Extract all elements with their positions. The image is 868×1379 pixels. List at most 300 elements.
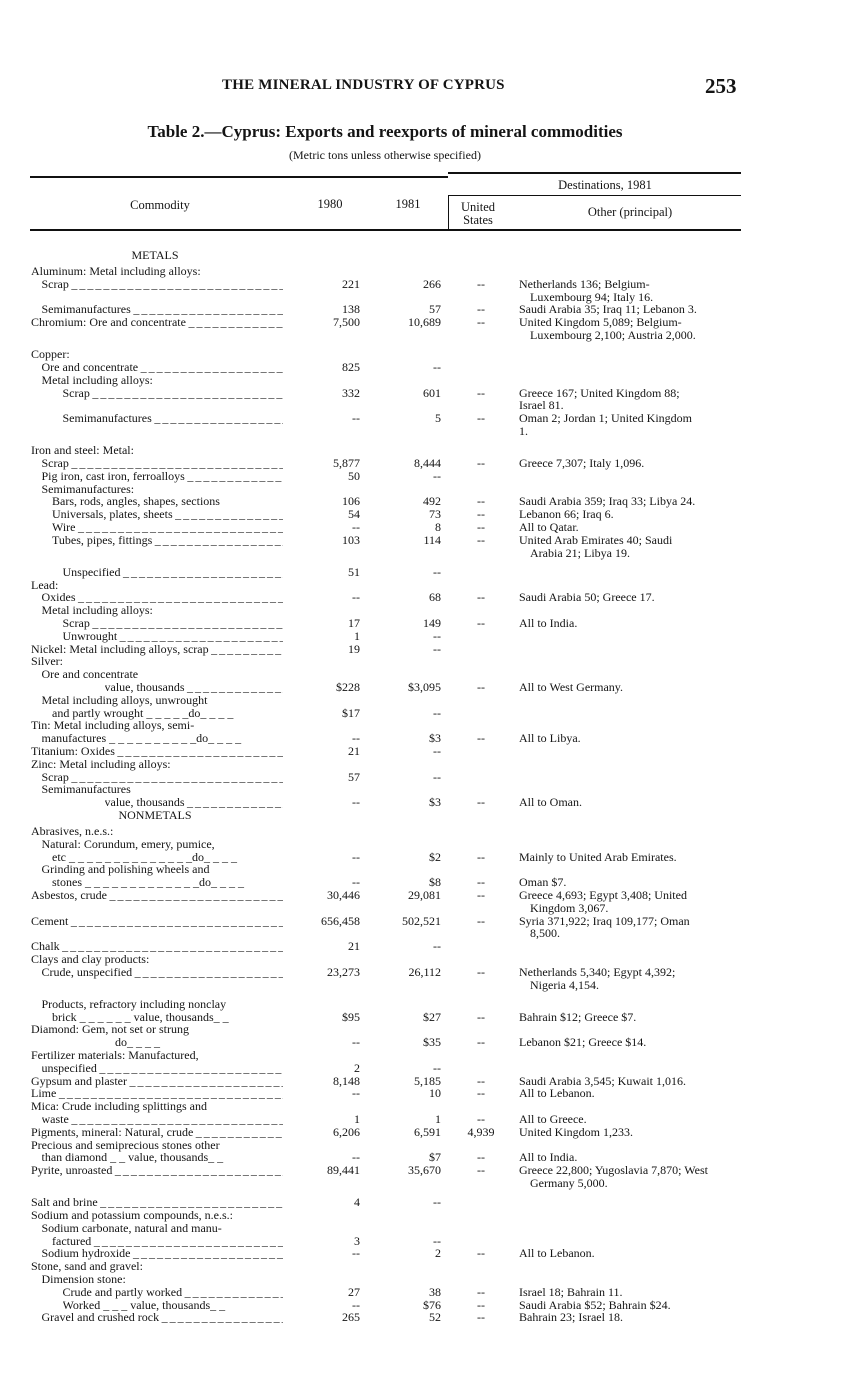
- destination-other: All to India.: [519, 1150, 578, 1165]
- commodity-label: Chalk _ _ _: [31, 940, 283, 953]
- value-united-states: --: [477, 795, 485, 810]
- table-row: [0, 316, 868, 329]
- table-row: [0, 1126, 868, 1139]
- destination-other: Germany 5,000.: [530, 1176, 608, 1190]
- commodity-label: Unspecified _ _ _: [63, 566, 284, 579]
- value-1981: 35,670: [408, 1163, 441, 1178]
- commodity-label: Sodium and potassium compounds, n.e.s.:: [31, 1209, 233, 1222]
- col-header-united-states: [452, 201, 504, 227]
- commodity-label: Grinding and polishing wheels and: [41, 863, 210, 877]
- value-1980: 138: [342, 302, 360, 317]
- table-title: Table 2.—Cyprus: Exports and reexports of mineral commodities: [147, 122, 623, 141]
- commodity-label: Sodium carbonate, natural and manu-: [41, 1221, 222, 1235]
- value-united-states: --: [477, 494, 485, 509]
- value-united-states: --: [477, 1086, 485, 1101]
- table-row: [0, 838, 868, 851]
- table-row: [0, 889, 868, 902]
- table-row: [0, 329, 868, 342]
- commodity-label: and partly wrought _ _ _ _ _do_ _ _ _: [52, 706, 234, 720]
- commodity-label: Unwrought _ _ _: [63, 630, 284, 643]
- destination-other: All to Oman.: [519, 795, 582, 810]
- destination-other: Oman $7.: [519, 875, 567, 890]
- commodity-label: Silver:: [31, 655, 63, 669]
- value-1980: 106: [342, 494, 360, 509]
- value-1981: 114: [423, 532, 441, 547]
- table-row: [0, 745, 868, 758]
- commodity-label: brick _ _ _ _ _ _ value, thousands_ _: [52, 1010, 229, 1024]
- section-heading-row: [0, 249, 868, 262]
- value-1980: --: [352, 1035, 360, 1050]
- section-heading: NONMETALS: [118, 808, 192, 822]
- value-united-states: --: [477, 1246, 485, 1261]
- value-1981: $8: [429, 875, 441, 890]
- table-row: [0, 1235, 868, 1248]
- destinations-underline: [448, 195, 741, 196]
- commodity-label: Universals, plates, sheets _ _ _: [52, 508, 283, 521]
- commodity-label: Dimension stone:: [41, 1273, 126, 1286]
- value-1981: $76: [423, 1297, 441, 1312]
- value-1980: $228: [336, 680, 360, 694]
- value-1980: --: [352, 1150, 360, 1165]
- value-1980: 57: [348, 769, 360, 784]
- value-united-states: --: [477, 507, 485, 522]
- destination-other: Kingdom 3,067.: [530, 900, 609, 915]
- commodity-label: Scrap _ _ _: [63, 387, 284, 400]
- value-1981: --: [433, 1060, 441, 1075]
- value-united-states: --: [477, 590, 485, 605]
- destination-other: Luxembourg 94; Italy 16.: [530, 289, 654, 304]
- value-united-states: --: [477, 315, 485, 330]
- commodity-label: Crude and partly worked _ _ _: [63, 1286, 284, 1299]
- commodity-label: Semimanufactures: [41, 783, 131, 797]
- table-row: [0, 966, 868, 979]
- commodity-label: Asbestos, crude _ _ _: [31, 889, 283, 902]
- value-1981: 492: [423, 494, 441, 509]
- value-1981: 502,521: [402, 913, 441, 928]
- value-1980: --: [352, 1297, 360, 1312]
- value-1980: --: [352, 849, 360, 864]
- value-1980: --: [352, 520, 360, 534]
- destination-other: Lebanon 66; Iraq 6.: [519, 507, 614, 522]
- value-1980: 825: [342, 360, 360, 374]
- value-1981: $27: [423, 1009, 441, 1024]
- table-row: [0, 361, 868, 374]
- destination-other: Saudi Arabia $52; Bahrain $24.: [519, 1297, 671, 1312]
- col-header-destinations: Destinations, 1981: [558, 178, 652, 192]
- value-1981: 1: [435, 1112, 441, 1126]
- value-1981: 266: [423, 276, 441, 291]
- destination-other: All to Qatar.: [519, 520, 579, 534]
- table-row: [0, 1100, 868, 1113]
- destination-other: 8,500.: [530, 926, 560, 941]
- table-row: [0, 694, 868, 707]
- header-bottom-rule: [30, 229, 741, 231]
- value-1980: 17: [348, 616, 360, 630]
- value-united-states: --: [477, 1310, 485, 1325]
- commodity-label: Chromium: Ore and concentrate _ _ _: [31, 316, 283, 329]
- destination-other: Saudi Arabia 359; Iraq 33; Libya 24.: [519, 494, 696, 509]
- destination-other: All to West Germany.: [519, 680, 624, 694]
- commodity-label: Aluminum: Metal including alloys:: [31, 265, 201, 278]
- destination-other: Lebanon $21; Greece $14.: [519, 1035, 647, 1050]
- value-1981: --: [433, 564, 441, 579]
- destination-other: Netherlands 5,340; Egypt 4,392;: [519, 964, 676, 979]
- table-row: [0, 1222, 868, 1235]
- destination-other: United Arab Emirates 40; Saudi: [519, 532, 673, 547]
- value-1980: 51: [348, 564, 360, 579]
- destination-other: United Kingdom 1,233.: [519, 1124, 633, 1139]
- commodity-label: Semimanufactures _ _ _: [42, 303, 284, 316]
- table-subtitle: (Metric tons unless otherwise specified): [289, 148, 481, 162]
- table-row: [0, 1062, 868, 1075]
- value-1981: $35: [423, 1035, 441, 1050]
- value-1980: --: [352, 875, 360, 890]
- destination-other: 1.: [519, 424, 528, 438]
- table-row: [0, 1247, 868, 1260]
- col-header-commodity: Commodity: [130, 198, 190, 212]
- value-1980: $17: [342, 705, 360, 720]
- commodity-label: Pyrite, unroasted _ _ _: [31, 1164, 283, 1177]
- commodity-label: Ore and concentrate _ _ _: [42, 361, 284, 374]
- commodity-label: Lead:: [31, 578, 59, 592]
- destination-other: Syria 371,922; Iraq 109,177; Oman: [519, 913, 690, 928]
- value-1980: 3: [354, 1233, 360, 1248]
- value-1981: --: [433, 744, 441, 758]
- commodity-label: Metal including alloys:: [41, 604, 153, 618]
- destination-other: Saudi Arabia 50; Greece 17.: [519, 590, 655, 605]
- table-row: [0, 399, 868, 412]
- commodity-label: Semimanufactures _ _ _: [63, 412, 284, 425]
- destination-other: Bahrain $12; Greece $7.: [519, 1009, 637, 1024]
- commodity-label: Scrap _ _ _: [42, 771, 284, 784]
- commodity-label: Natural: Corundum, emery, pumice,: [41, 837, 215, 851]
- destination-other: Bahrain 23; Israel 18.: [519, 1310, 623, 1325]
- commodity-label: Bars, rods, angles, shapes, sections: [52, 495, 220, 509]
- commodity-label: Tin: Metal including alloys, semi-: [31, 719, 195, 733]
- table-row: [0, 1209, 868, 1222]
- destination-other: Saudi Arabia 35; Iraq 11; Lebanon 3.: [519, 302, 697, 317]
- commodity-label: manufactures _ _ _ _ _ _ _ _ _ _do_ _ _ _: [41, 732, 242, 746]
- value-1981: --: [433, 1233, 441, 1248]
- table-row: [0, 425, 868, 438]
- value-1981: $3,095: [408, 680, 441, 694]
- destination-other: All to Libya.: [519, 731, 581, 746]
- value-1980: 8,148: [333, 1073, 360, 1088]
- table-row: [0, 1011, 868, 1024]
- destination-other: Greece 4,693; Egypt 3,408; United: [519, 888, 687, 902]
- commodity-label: do_ _ _ _: [115, 1036, 160, 1050]
- destinations-divider: [448, 196, 449, 230]
- commodity-label: Abrasives, n.e.s.:: [31, 825, 114, 838]
- table-row: [0, 1260, 868, 1273]
- value-1981: --: [433, 705, 441, 720]
- col-header-us-line2: States: [463, 213, 493, 227]
- commodity-label: Mica: Crude including splittings and: [31, 1100, 207, 1114]
- table-row: [0, 851, 868, 864]
- table-row: [0, 902, 868, 915]
- value-1981: 68: [429, 590, 441, 605]
- value-1981: 10,689: [408, 315, 441, 330]
- value-united-states: --: [477, 1035, 485, 1050]
- commodity-label: Worked _ _ _ value, thousands_ _: [62, 1298, 226, 1312]
- value-united-states: --: [477, 1284, 485, 1299]
- header-top-rule-right: [448, 172, 741, 174]
- col-header-1980: 1980: [317, 197, 343, 211]
- table-row: [0, 681, 868, 694]
- value-1981: --: [433, 641, 441, 656]
- commodity-label: Oxides _ _ _: [42, 591, 284, 604]
- value-1980: 30,446: [327, 888, 360, 902]
- destination-other: Israel 81.: [519, 398, 564, 413]
- value-1980: 54: [348, 507, 360, 522]
- commodity-label: Stone, sand and gravel:: [31, 1260, 143, 1274]
- commodity-label: waste _ _ _: [42, 1113, 284, 1126]
- table-row: [0, 1087, 868, 1100]
- destination-other: Israel 18; Bahrain 11.: [519, 1284, 623, 1299]
- table-row: [0, 412, 868, 425]
- commodity-label: Tubes, pipes, fittings _ _ _: [52, 534, 283, 547]
- commodity-label: Clays and clay products:: [31, 953, 150, 966]
- value-1981: 8,444: [414, 456, 441, 470]
- value-1980: 23,273: [327, 964, 360, 979]
- commodity-label: Precious and semiprecious stones other: [31, 1138, 220, 1152]
- value-1980: --: [352, 1246, 360, 1261]
- commodity-label: Scrap _ _ _: [63, 617, 284, 630]
- commodity-label: value, thousands _ _ _: [105, 681, 284, 694]
- value-1981: 2: [435, 1246, 441, 1261]
- value-1981: 52: [429, 1310, 441, 1325]
- table-row: [0, 758, 868, 771]
- value-united-states: --: [477, 385, 485, 400]
- value-1980: 27: [348, 1284, 360, 1299]
- value-1980: 6,206: [333, 1124, 360, 1139]
- table-row: [0, 771, 868, 784]
- value-1980: $95: [342, 1009, 360, 1024]
- commodity-label: Wire _ _ _: [52, 521, 283, 534]
- destination-other: Luxembourg 2,100; Austria 2,000.: [530, 328, 696, 342]
- table-row: [0, 643, 868, 656]
- value-united-states: --: [477, 875, 485, 890]
- destination-other: Netherlands 136; Belgium-: [519, 276, 650, 291]
- table-row: [0, 1196, 868, 1209]
- value-1981: $3: [429, 731, 441, 746]
- value-1981: 10: [429, 1086, 441, 1101]
- commodity-label: Products, refractory including nonclay: [41, 997, 227, 1011]
- table-row: [0, 278, 868, 291]
- value-united-states: --: [477, 731, 485, 746]
- value-united-states: --: [477, 913, 485, 928]
- value-1980: 4: [354, 1195, 360, 1210]
- table-row: [0, 374, 868, 387]
- value-united-states: --: [477, 302, 485, 317]
- table-row: [0, 915, 868, 928]
- destination-other: Greece 22,800; Yugoslavia 7,870; West: [519, 1163, 708, 1178]
- value-1980: 50: [348, 468, 360, 483]
- section-heading: METALS: [131, 248, 179, 262]
- table-row: [0, 1036, 868, 1049]
- value-1980: --: [352, 795, 360, 810]
- value-united-states: --: [477, 456, 485, 470]
- commodity-label: Metal including alloys, unwrought: [41, 693, 208, 707]
- table-row: [0, 547, 868, 560]
- table-row: [0, 387, 868, 400]
- value-1981: 38: [429, 1284, 441, 1299]
- value-1980: 7,500: [333, 315, 360, 330]
- value-1981: --: [433, 628, 441, 643]
- table-row: [0, 470, 868, 483]
- destination-other: Nigeria 4,154.: [530, 977, 599, 992]
- value-1981: --: [433, 360, 441, 374]
- value-1981: 26,112: [408, 964, 441, 979]
- table-row: [0, 630, 868, 643]
- col-header-us-line1: United: [460, 200, 496, 214]
- table-row: [0, 1286, 868, 1299]
- value-united-states: --: [477, 1163, 485, 1178]
- commodity-label: Diamond: Gem, not set or strung: [31, 1023, 189, 1037]
- destination-other: Arabia 21; Libya 19.: [530, 545, 630, 560]
- value-united-states: --: [477, 616, 485, 630]
- destination-other: All to Lebanon.: [519, 1086, 595, 1101]
- commodity-label: Copper:: [31, 348, 70, 362]
- commodity-label: Zinc: Metal including alloys:: [31, 757, 171, 771]
- value-united-states: --: [477, 1150, 485, 1165]
- commodity-label: Lime _ _ _: [31, 1087, 283, 1100]
- commodity-label: Scrap _ _ _: [42, 457, 284, 470]
- section-heading-row: [0, 809, 868, 822]
- value-1981: --: [433, 939, 441, 954]
- commodity-label: stones _ _ _ _ _ _ _ _ _ _ _ _ _do_ _ _ _: [52, 876, 244, 890]
- commodity-label: value, thousands _ _ _: [105, 796, 284, 809]
- value-1981: 601: [423, 385, 441, 400]
- value-united-states: --: [477, 411, 485, 426]
- value-1980: 21: [348, 744, 360, 758]
- commodity-label: Pigments, mineral: Natural, crude _ _ _: [31, 1126, 283, 1139]
- value-1980: 265: [342, 1310, 360, 1325]
- destination-other: All to Greece.: [519, 1112, 587, 1126]
- table-row: [0, 998, 868, 1011]
- commodity-label: Nickel: Metal including alloys, scrap _ _ _: [31, 643, 283, 656]
- value-united-states: --: [477, 1112, 485, 1126]
- value-1981: 29,081: [408, 888, 441, 902]
- table-row: [0, 1177, 868, 1190]
- value-1980: 221: [342, 276, 360, 291]
- commodity-label: Gravel and crushed rock _ _ _: [42, 1311, 284, 1324]
- running-title: THE MINERAL INDUSTRY OF CYPRUS: [222, 77, 505, 93]
- commodity-label: unspecified _ _ _: [42, 1062, 284, 1075]
- value-1980: --: [352, 590, 360, 605]
- commodity-label: Sodium hydroxide _ _ _: [42, 1247, 284, 1260]
- value-1980: --: [352, 1086, 360, 1101]
- value-1981: 8: [435, 520, 441, 534]
- value-1981: --: [433, 769, 441, 784]
- value-united-states: 4,939: [467, 1124, 495, 1139]
- value-1980: 103: [342, 532, 360, 547]
- commodity-label: Salt and brine _ _ _: [31, 1196, 283, 1209]
- destination-other: Greece 167; United Kingdom 88;: [519, 385, 680, 400]
- value-united-states: --: [477, 1297, 485, 1312]
- col-header-other: Other (principal): [587, 205, 673, 219]
- value-1981: $7: [429, 1150, 441, 1165]
- commodity-label: Iron and steel: Metal:: [31, 444, 134, 458]
- value-1980: 19: [348, 641, 360, 656]
- table-row: [0, 534, 868, 547]
- table-row: [0, 1311, 868, 1324]
- value-united-states: --: [477, 680, 485, 694]
- commodity-label: Fertilizer materials: Manufactured,: [31, 1049, 199, 1062]
- table-row: [0, 1164, 868, 1177]
- value-1980: 332: [342, 385, 360, 400]
- commodity-label: Pig iron, cast iron, ferroalloys _ _ _: [42, 470, 284, 483]
- commodity-label: etc _ _ _ _ _ _ _ _ _ _ _ _ _ _do_ _ _ _: [52, 850, 237, 864]
- value-united-states: --: [477, 964, 485, 979]
- value-1980: 1: [354, 628, 360, 643]
- value-united-states: --: [477, 888, 485, 902]
- commodity-label: Cement _ _ _: [31, 915, 283, 928]
- value-1981: $2: [429, 849, 441, 864]
- table-row: [0, 979, 868, 992]
- value-united-states: --: [477, 1073, 485, 1088]
- value-1981: 6,591: [414, 1124, 441, 1139]
- destination-other: Mainly to United Arab Emirates.: [519, 849, 677, 864]
- value-1981: --: [433, 1195, 441, 1210]
- value-1981: 5,185: [414, 1073, 441, 1088]
- value-1981: 73: [429, 507, 441, 522]
- table-row: [0, 825, 868, 838]
- value-1981: 57: [429, 302, 441, 317]
- destination-other: All to Lebanon.: [519, 1246, 595, 1261]
- commodity-label: factured _ _ _: [52, 1235, 283, 1248]
- table-row: [0, 655, 868, 668]
- value-1980: --: [352, 411, 360, 426]
- col-header-1981: 1981: [395, 197, 421, 211]
- value-1981: 149: [423, 616, 441, 630]
- page-number: 253: [705, 74, 737, 98]
- destination-other: Oman 2; Jordan 1; United Kingdom: [519, 411, 692, 426]
- value-united-states: --: [477, 1009, 485, 1024]
- value-united-states: --: [477, 520, 485, 534]
- value-1980: 89,441: [327, 1163, 360, 1178]
- commodity-label: Ore and concentrate: [41, 668, 139, 682]
- value-1980: 2: [354, 1060, 360, 1075]
- header-top-rule-left: [30, 176, 448, 178]
- commodity-label: Crude, unspecified _ _ _: [42, 966, 284, 979]
- table-row: [0, 591, 868, 604]
- destination-other: Greece 7,307; Italy 1,096.: [519, 456, 645, 470]
- commodity-label: Semimanufactures:: [41, 482, 135, 496]
- value-1981: --: [433, 468, 441, 483]
- value-1980: 1: [354, 1112, 360, 1126]
- commodity-label: Gypsum and plaster _ _ _: [31, 1075, 283, 1088]
- value-1981: $3: [429, 795, 441, 810]
- table-row: [0, 566, 868, 579]
- value-1981: 5: [435, 411, 441, 426]
- destination-other: United Kingdom 5,089; Belgium-: [519, 315, 682, 330]
- destination-other: Saudi Arabia 3,545; Kuwait 1,016.: [519, 1073, 686, 1088]
- value-united-states: --: [477, 532, 485, 547]
- commodity-label: Scrap _ _ _: [42, 278, 284, 291]
- value-1980: 21: [348, 939, 360, 954]
- table-row: [0, 707, 868, 720]
- value-united-states: --: [477, 849, 485, 864]
- commodity-label: than diamond _ _ value, thousands_ _: [41, 1151, 224, 1165]
- value-1980: --: [352, 731, 360, 746]
- value-united-states: --: [477, 276, 485, 291]
- value-1980: 5,877: [333, 456, 360, 470]
- commodity-label: Metal including alloys:: [41, 373, 153, 387]
- table-row: [0, 940, 868, 953]
- commodity-label: Titanium: Oxides _ _ _: [31, 745, 283, 758]
- destination-other: All to India.: [519, 616, 578, 630]
